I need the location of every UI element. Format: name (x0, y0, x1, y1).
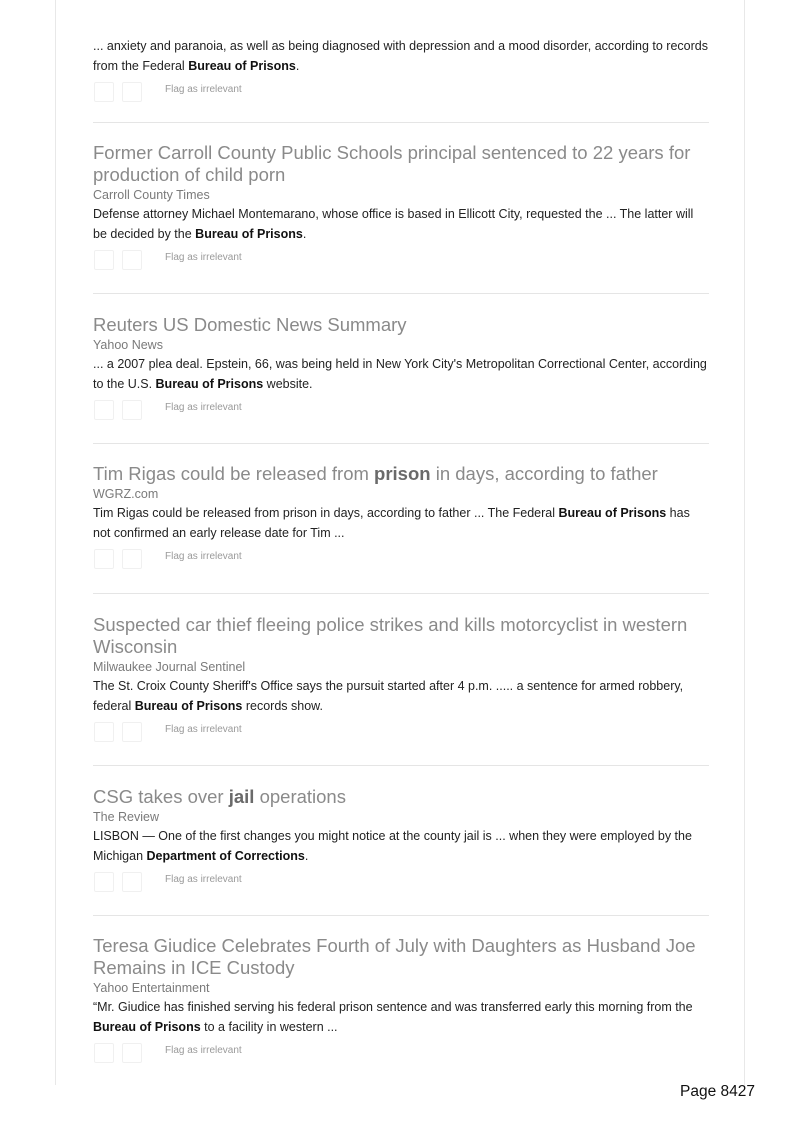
text-segment: to a facility in western ... (200, 1020, 338, 1034)
text-segment: Former Carroll County Public Schools principal sentenced to 22 years for production of child porn (93, 142, 691, 185)
news-headline-link[interactable] (93, 786, 709, 808)
text-segment: . (302, 227, 307, 241)
relevant-checkbox[interactable] (94, 872, 114, 892)
news-item (93, 142, 709, 272)
relevant-checkbox[interactable] (94, 549, 114, 569)
item-divider (93, 765, 709, 766)
news-snippet (93, 503, 709, 543)
irrelevant-checkbox[interactable] (122, 400, 142, 420)
text-segment: CSG takes over (93, 786, 229, 807)
highlighted-keyword: prison (374, 463, 431, 484)
news-item (93, 463, 709, 571)
item-actions (93, 1043, 709, 1065)
right-margin-rule (744, 0, 745, 1085)
text-segment: records show. (242, 699, 323, 713)
relevant-checkbox[interactable] (94, 82, 114, 102)
relevant-checkbox[interactable] (94, 1043, 114, 1063)
news-snippet (93, 36, 709, 76)
text-segment: website. (263, 377, 313, 391)
news-headline-link[interactable] (93, 142, 709, 186)
news-item (93, 786, 709, 894)
left-margin-rule (55, 0, 56, 1085)
text-segment: Teresa Giudice Celebrates Fourth of July with Daughters as Husband Joe Remains in ICE Custody (93, 935, 696, 978)
irrelevant-checkbox[interactable] (122, 722, 142, 742)
news-snippet (93, 676, 709, 716)
news-source: Yahoo Entertainment (93, 981, 210, 995)
news-source: WGRZ.com (93, 487, 159, 501)
text-segment: has not confirmed an early release date for Tim ... (93, 506, 690, 540)
text-segment: Tim Rigas could be released from (93, 463, 375, 484)
highlighted-keyword: Bureau of Prisons (93, 1020, 201, 1034)
item-divider (93, 443, 709, 444)
item-divider (93, 593, 709, 594)
news-item (93, 614, 709, 744)
relevant-checkbox[interactable] (94, 400, 114, 420)
news-source: The Review (93, 810, 159, 824)
text-segment: ... anxiety and paranoia, as well as being diagnosed with depression and a mood disorder, according to records from the Federal (93, 39, 708, 73)
text-segment: Defense attorney Michael Montemarano, whose office is based in Ellicott City, requested the ... The latter will be decided by the (93, 207, 694, 241)
news-item (93, 935, 709, 1065)
text-segment: LISBON — One of the first changes you might notice at the county jail is ... when they were employed by the Michigan (93, 829, 692, 863)
text-segment: operations (254, 786, 346, 807)
item-divider (93, 293, 709, 294)
flag-as-irrelevant-link[interactable]: Flag as irrelevant (165, 252, 242, 263)
item-actions (93, 722, 709, 744)
irrelevant-checkbox[interactable] (122, 82, 142, 102)
irrelevant-checkbox[interactable] (122, 549, 142, 569)
highlighted-keyword: Bureau of Prisons (558, 506, 667, 520)
flag-as-irrelevant-link[interactable]: Flag as irrelevant (165, 84, 242, 95)
text-segment: “Mr. Giudice has finished serving his federal prison sentence and was transferred early this morning from the (93, 1000, 693, 1014)
news-source: Milwaukee Journal Sentinel (93, 660, 246, 674)
news-snippet (93, 997, 709, 1037)
item-divider (93, 122, 709, 123)
news-snippet (93, 204, 709, 244)
news-source: Yahoo News (93, 338, 163, 352)
irrelevant-checkbox[interactable] (122, 250, 142, 270)
text-segment: . (304, 849, 309, 863)
item-actions (93, 872, 709, 894)
text-segment: . (295, 59, 300, 73)
item-actions (93, 250, 709, 272)
highlighted-keyword: Bureau of Prisons (188, 59, 296, 73)
news-snippet (93, 354, 709, 394)
irrelevant-checkbox[interactable] (122, 1043, 142, 1063)
text-segment: Tim Rigas could be released from prison in days, according to father ... The Federal (93, 506, 559, 520)
item-divider (93, 915, 709, 916)
relevant-checkbox[interactable] (94, 722, 114, 742)
text-segment: Suspected car thief fleeing police strikes and kills motorcyclist in western Wisconsin (93, 614, 688, 657)
news-source: Carroll County Times (93, 188, 210, 202)
item-actions (93, 82, 709, 104)
highlighted-keyword: Bureau of Prisons (155, 377, 264, 391)
news-headline-link[interactable] (93, 614, 709, 658)
highlighted-keyword: Department of Corrections (146, 849, 305, 863)
flag-as-irrelevant-link[interactable]: Flag as irrelevant (165, 551, 242, 562)
highlighted-keyword: Bureau of Prisons (195, 227, 303, 241)
page-number: Page 8427 (680, 1083, 755, 1100)
item-actions (93, 549, 709, 571)
news-item (93, 36, 709, 104)
relevant-checkbox[interactable] (94, 250, 114, 270)
highlighted-keyword: jail (228, 786, 255, 807)
flag-as-irrelevant-link[interactable]: Flag as irrelevant (165, 1045, 242, 1056)
irrelevant-checkbox[interactable] (122, 872, 142, 892)
news-headline-link[interactable] (93, 935, 709, 979)
flag-as-irrelevant-link[interactable]: Flag as irrelevant (165, 402, 242, 413)
flag-as-irrelevant-link[interactable]: Flag as irrelevant (165, 724, 242, 735)
text-segment: ... a 2007 plea deal. Epstein, 66, was being held in New York City's Metropolitan Correctional Center, according to the U.S. (93, 357, 707, 391)
news-snippet (93, 826, 709, 866)
text-segment: Reuters US Domestic News Summary (93, 314, 407, 335)
news-item (93, 314, 709, 422)
text-segment: The St. Croix County Sheriff's Office says the pursuit started after 4 p.m. ..... a sentence for armed robbery, federal (93, 679, 684, 713)
flag-as-irrelevant-link[interactable]: Flag as irrelevant (165, 874, 242, 885)
highlighted-keyword: Bureau of Prisons (134, 699, 243, 713)
news-headline-link[interactable] (93, 314, 709, 336)
text-segment: in days, according to father (430, 463, 658, 484)
news-headline-link[interactable] (93, 463, 709, 485)
item-actions (93, 400, 709, 422)
